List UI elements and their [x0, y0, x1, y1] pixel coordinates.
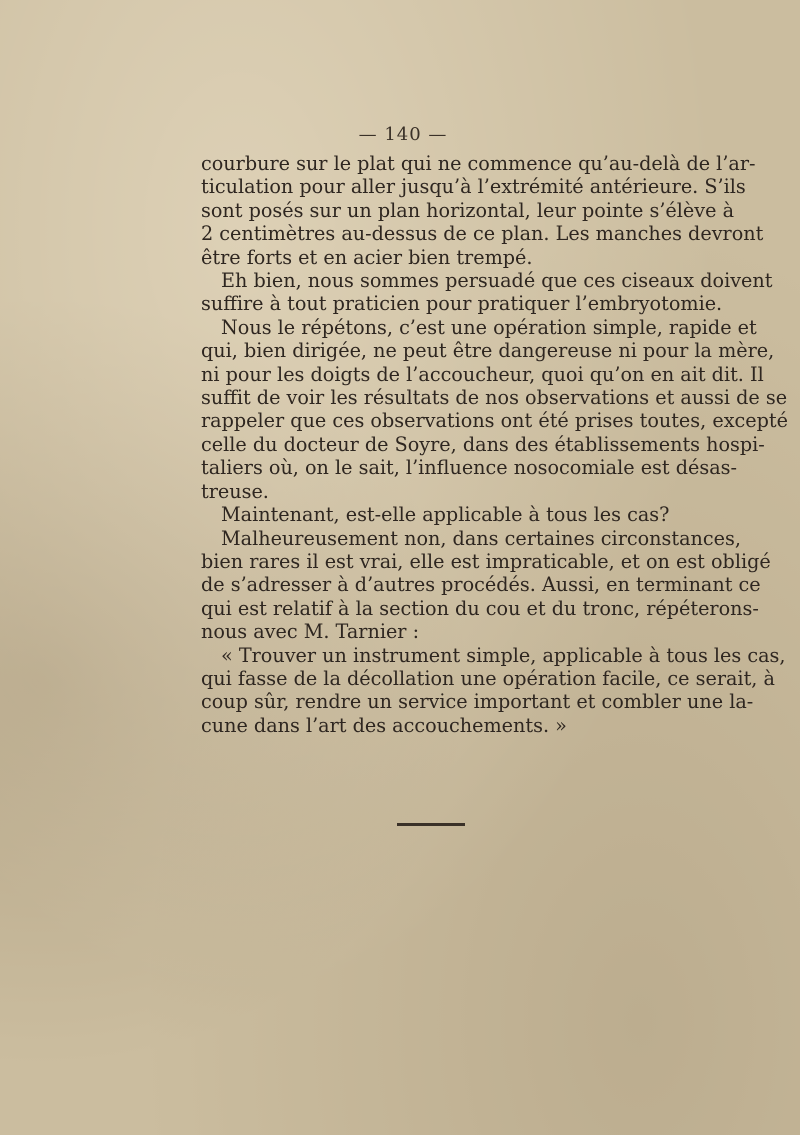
section-divider: [397, 823, 465, 826]
paragraph-1: [201, 152, 764, 269]
text-line: treuse.: [201, 479, 269, 503]
text-line: suffire à tout praticien pour pratiquer l’embryotomie.: [201, 292, 723, 316]
text-line: Eh bien, nous sommes persuadé que ces ciseaux doivent: [221, 269, 773, 293]
text-line: sont posés sur un plan horizontal, leur pointe s’élève à: [201, 198, 735, 222]
text-line: coup sûr, rendre un service important et combler une la-: [201, 690, 754, 714]
text-line: nous avec M. Tarnier :: [201, 620, 420, 644]
text-line: bien rares il est vrai, elle est impraticable, et on est obligé: [201, 549, 771, 573]
text-line: « Trouver un instrument simple, applicable à tous les cas,: [221, 643, 786, 667]
page-number: — 140 —: [358, 124, 448, 145]
text-line: qui fasse de la décollation une opération facile, ce serait, à: [201, 666, 775, 690]
paragraph-3: [201, 315, 788, 503]
paragraph-2: [201, 269, 773, 316]
text-line: Maintenant, est-elle applicable à tous les cas?: [221, 503, 670, 527]
text-line: de s’adresser à d’autres procédés. Aussi, en terminant ce: [201, 573, 761, 597]
text-line: courbure sur le plat qui ne commence qu’au-delà de l’ar-: [201, 152, 756, 175]
paragraph-6: [201, 643, 786, 738]
text-line: celle du docteur de Soyre, dans des établissements hospi-: [201, 432, 765, 456]
text-line: Malheureusement non, dans certaines circonstances,: [221, 526, 741, 550]
text-line: suffit de voir les résultats de nos observations et aussi de se: [201, 386, 788, 410]
text-line: ni pour les doigts de l’accoucheur, quoi qu’on en ait dit. Il: [201, 362, 764, 386]
text-line: qui, bien dirigée, ne peut être dangereuse ni pour la mère,: [201, 339, 775, 363]
text-line: qui est relatif à la section du cou et du tronc, répéterons-: [201, 596, 759, 620]
text-line: être forts et en acier bien trempé.: [201, 245, 533, 269]
text-line: rappeler que ces observations ont été prises toutes, excepté: [201, 409, 788, 433]
text-line: 2 centimètres au-dessus de ce plan. Les manches devront: [201, 222, 764, 246]
paragraph-4: [201, 503, 694, 526]
body-text: [201, 152, 788, 737]
text-line: ticulation pour aller jusqu’à l’extrémité antérieure. S’ils: [201, 175, 746, 199]
text-line: Nous le répétons, c’est une opération simple, rapide et: [221, 315, 757, 339]
text-line: cune dans l’art des accouchements. »: [201, 713, 567, 737]
text-line: taliers où, on le sait, l’influence nosocomiale est désas-: [201, 456, 737, 480]
paragraph-5: [201, 526, 771, 644]
